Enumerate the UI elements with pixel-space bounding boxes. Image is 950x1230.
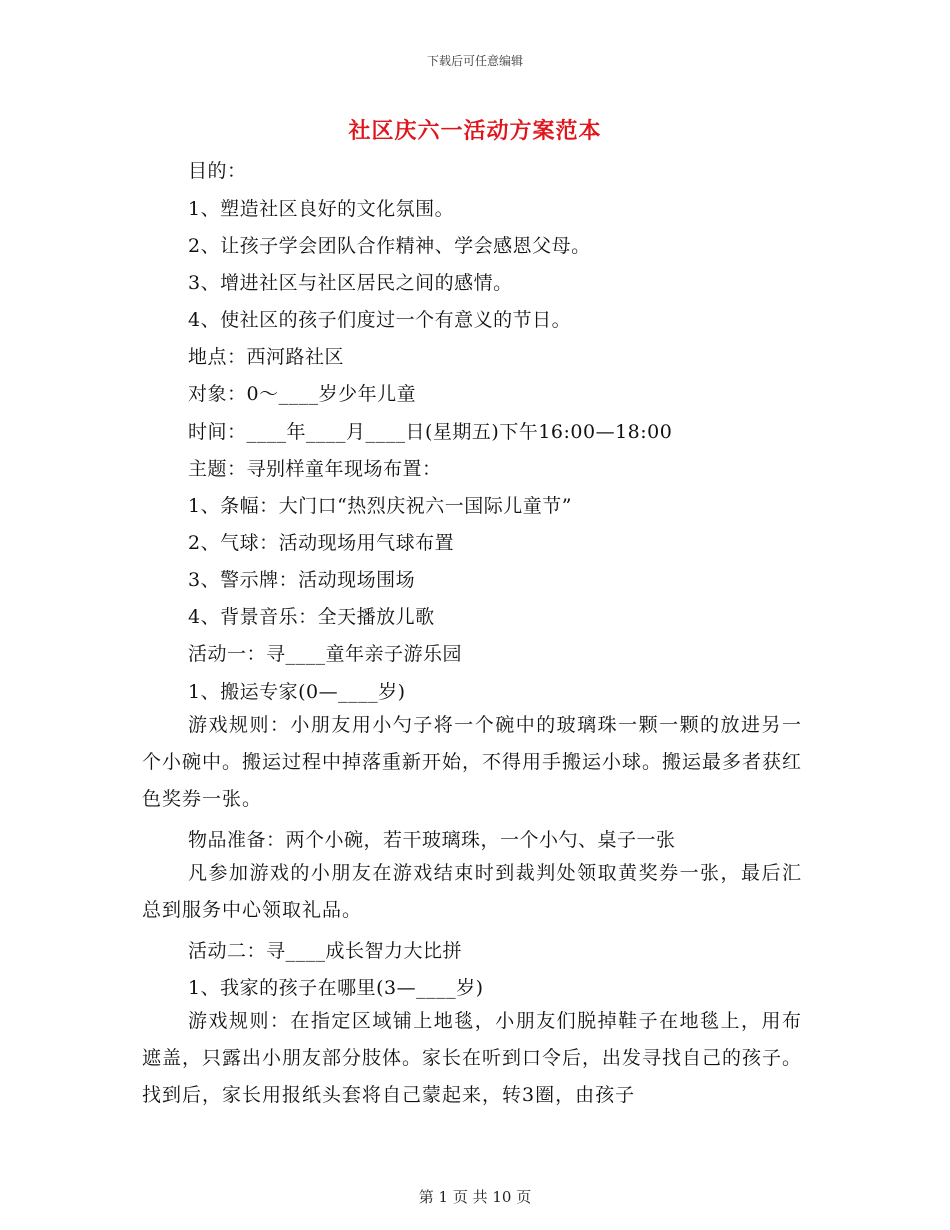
- text-line: 时间：____年____月____日(星期五)下午16:00—18:00: [188, 421, 673, 443]
- text-line: 主题：寻别样童年现场布置：: [188, 458, 442, 480]
- paragraph-reward-note: 凡参加游戏的小朋友在游戏结束时到裁判处领取黄奖券一张，最后汇总到服务中心领取礼品。: [142, 862, 802, 921]
- text-line: 2、让孩子学会团队合作精神、学会感恩父母。: [188, 235, 591, 257]
- text-line: 1、塑造社区良好的文化氛围。: [188, 198, 455, 220]
- page-header: 下载后可任意编辑: [426, 54, 523, 68]
- text-line: 1、我家的孩子在哪里(3—____岁): [188, 977, 484, 999]
- paragraph-game-rules-2: 游戏规则：在指定区域铺上地毯，小朋友们脱掉鞋子在地毯上，用布遮盖，只露出小朋友部分肢体。家长在听到口令后，出发寻找自己的孩子。找到后，家长用报纸头套将自己蒙起来，转3圈，由孩子: [142, 1010, 803, 1106]
- text-line: 4、使社区的孩子们度过一个有意义的节日。: [188, 309, 572, 331]
- text-line: 目的：: [188, 160, 247, 182]
- text-line: 3、增进社区与社区居民之间的感情。: [188, 272, 513, 294]
- text-line: 1、条幅：大门口“热烈庆祝六一国际儿童节”: [188, 495, 573, 517]
- page-number: 第 1 页 共 10 页: [418, 1188, 532, 1206]
- text-line: 活动一：寻____童年亲子游乐园: [188, 643, 463, 665]
- text-line: 2、气球：活动现场用气球布置: [188, 532, 455, 554]
- text-line: 3、警示牌：活动现场围场: [188, 569, 416, 591]
- text-line: 对象：0～____岁少年儿童: [188, 383, 417, 405]
- text-line: 地点：西河路社区: [188, 346, 345, 368]
- text-line: 1、搬运专家(0—____岁): [188, 681, 406, 703]
- text-line: 物品准备：两个小碗，若干玻璃珠，一个小勺、桌子一张: [188, 829, 676, 851]
- text-line: 活动二：寻____成长智力大比拼: [188, 940, 463, 962]
- text-line: 4、背景音乐：全天播放儿歌: [188, 606, 435, 628]
- document-title: 社区庆六一活动方案范本: [348, 118, 602, 144]
- paragraph-game-rules-1: 游戏规则：小朋友用小勺子将一个碗中的玻璃珠一颗一颗的放进另一个小碗中。搬运过程中掉落重新开始，不得用手搬运小球。搬运最多者获红色奖券一张。: [142, 714, 803, 810]
